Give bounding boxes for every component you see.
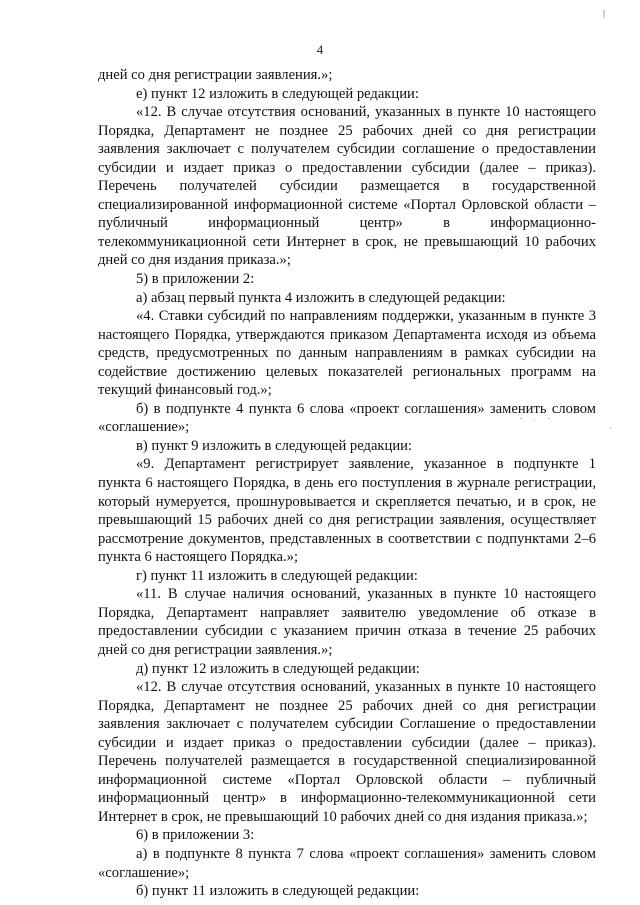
paragraph-subitem-v: в) пункт 9 изложить в следующей редакции: bbox=[136, 437, 412, 454]
scan-artifact bbox=[610, 427, 611, 429]
paragraph-quote-4: «4. Ставки субсидий по направлениям поддержки, указанным в пункте 3 настоящего Порядка, утверждаются приказом Департамента исходя из объема средств, предусмотренных по данным направлениям в рамках субсидии на содействие достижению целевых показателей региональных программ на текущий финансовый год.»; bbox=[98, 308, 596, 399]
paragraph-continuation: дней со дня регистрации заявления.»; bbox=[98, 67, 333, 83]
paragraph-item-6: 6) в приложении 3: bbox=[136, 827, 255, 844]
scan-artifact bbox=[603, 10, 605, 18]
paragraph-subitem-e: е) пункт 12 изложить в следующей редакции: bbox=[136, 85, 419, 102]
paragraph-subitem-a-2: а) в подпункте 8 пункта 7 слова «проект соглашения» заменить словом «соглашение»; bbox=[98, 845, 596, 881]
paragraph-subitem-g: г) пункт 11 изложить в следующей редакции: bbox=[136, 567, 418, 584]
paragraph-quote-11: «11. В случае наличия оснований, указанных в пункте 10 настоящего Порядка, Департамент направляет заявителю уведомление об отказе в предоставлении субсидии с указанием причин отказа в течение 25 рабочих дней со дня регистрации заявления.»; bbox=[98, 586, 596, 658]
paragraph-subitem-b: б) в подпункте 4 пункта 6 слова «проект соглашения» заменить словом «соглашение»; bbox=[98, 400, 596, 436]
paragraph-quote-12-second: «12. В случае отсутствия оснований, указанных в пункте 10 настоящего Порядка, Департамент не позднее 25 рабочих дней со дня регистрации заявления заключает с получателем субсидии Соглашение о предоставлении субсидии и издает приказ о предоставлении субсидии (далее – приказ). Перечень получателей размещается в государственной специализированной информационной системе «Портал Орловской области – публичный информационный центр» в информационно-телекоммуникационной сети Интернет в срок, не превышающий 10 рабочих дней со дня издания приказа.»; bbox=[98, 679, 596, 825]
paragraph-subitem-d: д) пункт 12 изложить в следующей редакции: bbox=[136, 660, 420, 677]
paragraph-quote-9: «9. Департамент регистрирует заявление, указанное в подпункте 1 пункта 6 настоящего Порядка, в день его поступления в журнале регистрации, который нумеруется, прошнуровывается и скрепляется печатью, и в срок, не превышающий 15 рабочих дней со дня регистрации заявления, осуществляет рассмотрение документов, представленных в соответствии с подпунктами 2–6 пункта 6 настоящего Порядка.»; bbox=[98, 456, 596, 566]
page-number: 4 bbox=[316, 42, 324, 57]
paragraph-subitem-a: а) абзац первый пункта 4 изложить в следующей редакции: bbox=[136, 289, 506, 306]
paragraph-subitem-b-2: б) пункт 11 изложить в следующей редакции: bbox=[136, 883, 420, 900]
paragraph-quote-12-first: «12. В случае отсутствия оснований, указанных в пункте 10 настоящего Порядка, Департамент не позднее 25 рабочих дней со дня регистрации заявления заключает с получателем субсидии соглашение о предоставлении субсидии и издает приказ о предоставлении субсидии (далее – приказ). Перечень получателей субсидии размещается в государственной специализированной информационной системе «Портал Орловской области – публичный информационный центр» в информационно-телекоммуникационной сети Интернет в срок, не превышающий 10 рабочих дней со дня издания приказа.»; bbox=[98, 104, 596, 269]
paragraph-item-5: 5) в приложении 2: bbox=[136, 271, 255, 288]
document-body bbox=[98, 66, 596, 901]
